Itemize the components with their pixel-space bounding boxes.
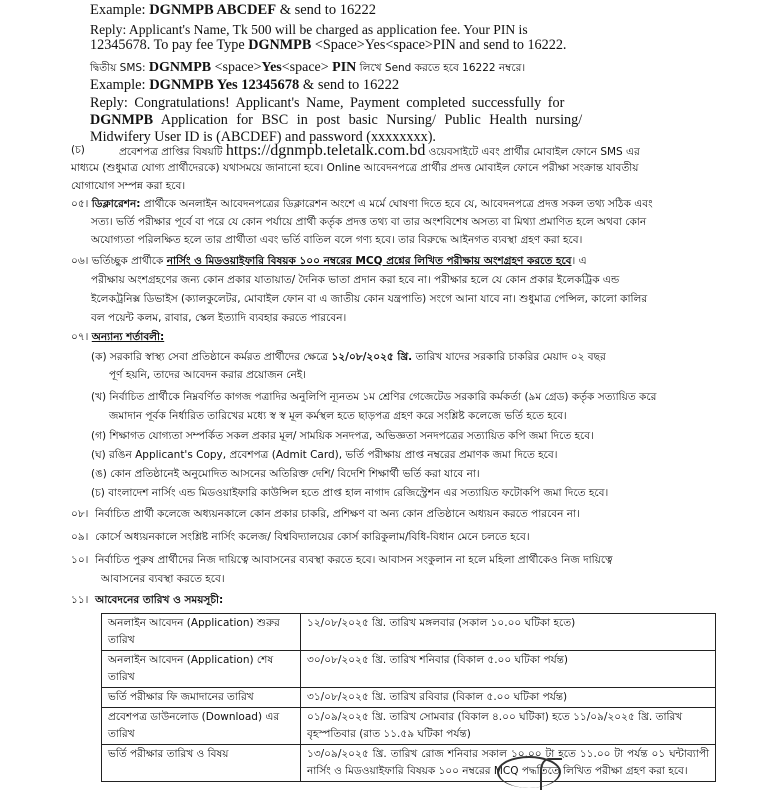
section-number: ১১। [71, 594, 89, 606]
sms-reply-1-line2 [90, 37, 566, 54]
item-marker: (ঙ) [91, 468, 107, 480]
section-number: ০৮। [71, 508, 89, 520]
item-marker: (খ) [91, 391, 107, 403]
section-06-line3: ইলেকট্রনিক্স ডিভাইস (ক্যালকুলেটর, মোবাইল ফোন বা এ জাতীয় কোন যন্ত্রপাতি) সংগে আনা যাবে না। শুধুমাত্র পেন্সিল, কালো কালির [91, 293, 648, 305]
table-row [102, 614, 716, 651]
schedule-label: অনলাইন আবেদন (Application) শেষ তারিখ [102, 651, 301, 688]
schedule-value: ৩০/০৮/২০২৫ খ্রি. তারিখ শনিবার (বিকাল ৫.০০ ঘটিকা পর্যন্ত) [301, 651, 716, 688]
section-08 [71, 506, 580, 523]
reply-line: Reply: Congratulations! Applicant's Name, Payment completed successfully for [90, 95, 565, 111]
item-marker: (চ) [91, 487, 105, 499]
table-row [102, 745, 716, 782]
section-07-item-kha [91, 389, 656, 406]
reply-line: Reply: Applicant's Name, Tk 500 will be charged as application fee. Your PIN is [90, 22, 528, 37]
section-07-item-ka [91, 349, 606, 366]
table-row [102, 651, 716, 688]
item-text: নির্বাচিত প্রার্থীকে নিম্নবর্ণিত কাগজ পত্রাদির অনুলিপি ন্যূনতম ১ম শ্রেণির গেজেটেড সরকারি কর্মকর্তা (৯ম গ্রেড) কর্তৃক সত্যায়িত করে [106, 391, 657, 403]
schedule-label: অনলাইন আবেদন (Application) শুরুর তারিখ [102, 614, 301, 651]
item-cha-text: ওয়েবসাইটে এবং প্রার্থীর মোবাইল ফোনে SMS এর [425, 146, 640, 158]
section-07-item-kha-line2: জমাদান পূর্বক নির্ধারিত তারিখের মধ্যে স্ব স্ব মূল কর্মস্থল হতে ছাড়পত্র গ্রহণ করে সংশ্লিষ্ট কলেজে ভর্তি হতে হবে। [109, 410, 567, 422]
item-text: বাংলাদেশ নার্সিং এন্ড মিডওয়াইফারি কাউন্সিল হতে প্রাপ্ত হাল নাগাদ রেজিস্ট্রেশন এর সত্যায়িত ফটোকপি জমা দিতে হবে। [104, 487, 609, 499]
section-number: ০৫। [71, 198, 89, 210]
reply-text: <Space>Yes<space>PIN and send to 16222. [311, 37, 567, 53]
item-text: শিক্ষাগত যোগ্যতা সম্পর্কিত সকল প্রকার মূল/ সাময়িক সনদপত্র, অভিজ্ঞতা সনদপত্রের সত্যায়িত কপি জমা দিতে হবে। [106, 430, 594, 442]
website-link[interactable]: https://dgnmpb.teletalk.com.bd [225, 142, 426, 159]
section-06-line1 [71, 253, 587, 270]
section-07-item-ka-line2: পূর্ণ হয়নি, তাদের আবেদন করার প্রয়োজন নেই। [109, 369, 306, 381]
section-07-item-ga [91, 428, 594, 445]
cutoff-date: ১২/০৮/২০২৫ খ্রি. [331, 351, 413, 363]
section-07-item-nga [91, 466, 480, 483]
section-text: নির্বাচিত পুরুষ প্রার্থীদের নিজ দায়িত্বে আবাসনের ব্যবস্থা করতে হবে। আবাসন সংকুলান না হলে মহিলা প্রার্থীকেও নিজ দায়িত্বে [95, 554, 613, 566]
sms-code: DGNMPB Yes 12345678 [149, 77, 300, 93]
item-text: কোন প্রতিষ্ঠানেই অনুমোদিত আসনের অতিরিক্ত দেশি/ বিদেশি শিক্ষার্থী ভর্তি করা যাবে না। [106, 468, 480, 480]
section-06-line4: বল পয়েন্ট কলম, রাবার, স্কেল ইত্যাদি ব্যবহার করতে পারবেন। [91, 312, 347, 324]
section-07-heading [71, 329, 164, 346]
example-suffix: & send to 16222 [299, 77, 400, 93]
section-09 [71, 529, 530, 546]
section-07-item-gha [91, 447, 558, 464]
sms-code: DGNMPB ABCDEF [149, 2, 277, 18]
example-label: Example: [90, 2, 150, 18]
second-sms-suffix: লিখে Send করতে হবে 16222 নম্বরে। [356, 62, 526, 74]
sms-pin: PIN [332, 60, 357, 75]
schedule-value: ১২/০৮/২০২৫ খ্রি. তারিখ মঙ্গলবার (সকাল ১০.০০ ঘটিকা হতে) [301, 614, 716, 651]
example-label: Example: [90, 77, 150, 93]
second-sms-instruction [90, 59, 525, 77]
schedule-value: ০১/০৯/২০২৫ খ্রি. তারিখ সোমবার (বিকাল ৪.০০ ঘটিকা) হতে ১১/০৯/২০২৫ খ্রি. তারিখ বৃহস্পতিবার (রাত ১১.৫৯ ঘটিকা পর্যন্ত) [301, 708, 716, 745]
sms-yes: Yes [261, 60, 282, 75]
sms-space: <space> [211, 60, 262, 75]
sms-reply-2-line2 [90, 112, 582, 129]
item-cha-line1 [119, 142, 640, 161]
item-text: তারিখ যাদের সরকারি চাকরির মেয়াদ ০২ বছর [412, 351, 606, 363]
reply-text: Application for BSC in post basic Nursing/ Public Health nursing/ [153, 112, 583, 128]
schedule-label: ভর্তি পরীক্ষার ফি জমাদানের তারিখ [102, 688, 301, 708]
exam-requirement-emphasis: নার্সিং ও মিডওয়াইফারি বিষয়ক ১০০ নম্বরের MCQ প্রশ্নের লিখিত পরীক্ষায় অংশগ্রহণ করতে হবে [166, 255, 572, 267]
item-marker: (ক) [91, 351, 107, 363]
section-10-line2: আবাসনের ব্যবস্থা করতে হবে। [101, 573, 225, 585]
section-heading: ডিক্লারেশন: [91, 198, 141, 210]
section-05-line2: সত্য। ভর্তি পরীক্ষার পূর্বে বা পরে যে কোন পর্যায়ে প্রার্থী কর্তৃক প্রদত্ত তথ্য বা তার অংশবিশেষ অসত্য বা মিথ্যা প্রমাণিত হলে অথবা কোন [91, 216, 647, 228]
second-sms-label: দ্বিতীয় SMS: [90, 62, 149, 74]
section-text: প্রার্থীকে অনলাইন আবেদনপত্রের ডিক্লারেশন অংশে এ মর্মে ঘোষণা দিতে হবে যে, আবেদনপত্রে প্রদত্ত সকল তথ্য সঠিক এবং [140, 198, 653, 210]
section-number: ০৬। [71, 255, 89, 267]
section-07-item-cha [91, 485, 608, 502]
item-text: সরকারি স্বাস্থ্য সেবা প্রতিষ্ঠানে কর্মরত প্রার্থীদের ক্ষেত্রে [106, 351, 332, 363]
section-heading: অন্যান্য শর্তাবলী: [91, 331, 165, 343]
item-cha-line2: মাধ্যমে (শুধুমাত্র যোগ্য প্রার্থীদেরকে) যথাসময়ে জানানো হবে। Online আবেদনপত্রে প্রার্থীর প্রদত্ত মোবাইল ফোনে পরীক্ষা সংক্রান্ত যাবতীয় [71, 162, 639, 174]
sms-code: DGNMPB [90, 112, 154, 128]
item-cha-line3: যোগাযোগ সম্পন্ন করা হবে। [71, 180, 186, 192]
schedule-table [101, 613, 716, 782]
section-text: । এ [571, 255, 587, 267]
schedule-label: ভর্তি পরীক্ষার তারিখ ও বিষয় [102, 745, 301, 782]
schedule-value: ৩১/০৮/২০২৫ খ্রি. তারিখ রবিবার (বিকাল ৫.০০ ঘটিকা পর্যন্ত) [301, 688, 716, 708]
item-cha-text: প্রবেশপত্র প্রাপ্তির বিষয়টি [119, 146, 226, 158]
example-suffix: & send to 16222 [276, 2, 376, 18]
section-05-line3: অযোগ্যতা পরিলক্ষিত হলে তার প্রার্থীতা এবং ভর্তি বাতিল বলে গণ্য হবে। তার বিরুদ্ধে আইনগত ব্যবস্থা গ্রহণ করা হবে। [91, 234, 583, 246]
sms-reply-2 [90, 95, 564, 112]
item-marker: (ঘ) [91, 449, 106, 461]
section-text: নির্বাচিত প্রার্থী কলেজে অধ্যয়নকালে কোন প্রকার চাকরি, প্রশিক্ষণ বা অন্য কোন প্রতিষ্ঠানে অধ্যয়ন করতে পারবেন না। [95, 508, 580, 520]
item-marker: (গ) [91, 430, 107, 442]
signature-mark [540, 758, 562, 790]
table-row [102, 688, 716, 708]
sms-example-1 [90, 2, 376, 19]
item-cha-marker: (চ) [71, 144, 85, 156]
item-text: রঙিন Applicant's Copy, প্রবেশপত্র (Admit Card), ভর্তি পরীক্ষায় প্রাপ্ত নম্বরের প্রমাণক জমা দিতে হবে। [105, 449, 558, 461]
schedule-label: প্রবেশপত্র ডাউনলোড (Download) এর তারিখ [102, 708, 301, 745]
sms-code: DGNMPB [248, 37, 312, 53]
section-number: ০৭। [71, 331, 89, 343]
table-row [102, 708, 716, 745]
section-11-heading [71, 592, 223, 609]
schedule-value: ১৩/০৯/২০২৫ খ্রি. তারিখ রোজ শনিবার সকাল ১০.০০ টা হতে ১১.০০ টা পর্যন্ত ০১ ঘন্টাব্যাপী নার্সিং ও মিডওয়াইফারি বিষয়ক ১০০ নম্বরের MCQ পদ্ধতিতে লিখিত পরীক্ষা গ্রহণ করা হবে। [301, 745, 716, 782]
section-05-line1 [71, 196, 653, 213]
section-heading: আবেদনের তারিখ ও সময়সূচী: [95, 594, 224, 606]
section-06-line2: পরীক্ষায় অংশগ্রহণের জন্য কোন প্রকার যাতায়াত/ দৈনিক ভাতা প্রদান করা হবে না। পরীক্ষার হলে যে কোন প্রকার ইলেকট্রিক এন্ড [91, 274, 620, 286]
reply-text: 12345678. To pay fee Type [90, 37, 249, 53]
section-number: ১০। [71, 554, 89, 566]
sms-space: <space> [281, 60, 333, 75]
section-number: ০৯। [71, 531, 89, 543]
sms-code: DGNMPB [148, 60, 212, 75]
reply-text: Midwifery User ID is (ABCDEF) and password (xxxxxxxx). [90, 129, 436, 145]
sms-example-2 [90, 77, 399, 94]
section-text: ভর্তিচ্ছুক প্রার্থীকে [91, 255, 167, 267]
section-text: কোর্সে অধ্যয়নকালে সংশ্লিষ্ট নার্সিং কলেজ/ বিশ্ববিদ্যালয়ের কোর্স কারিকুলাম/বিধি-বিধান মেনে চলতে হবে। [95, 531, 530, 543]
section-10-line1 [71, 552, 613, 569]
